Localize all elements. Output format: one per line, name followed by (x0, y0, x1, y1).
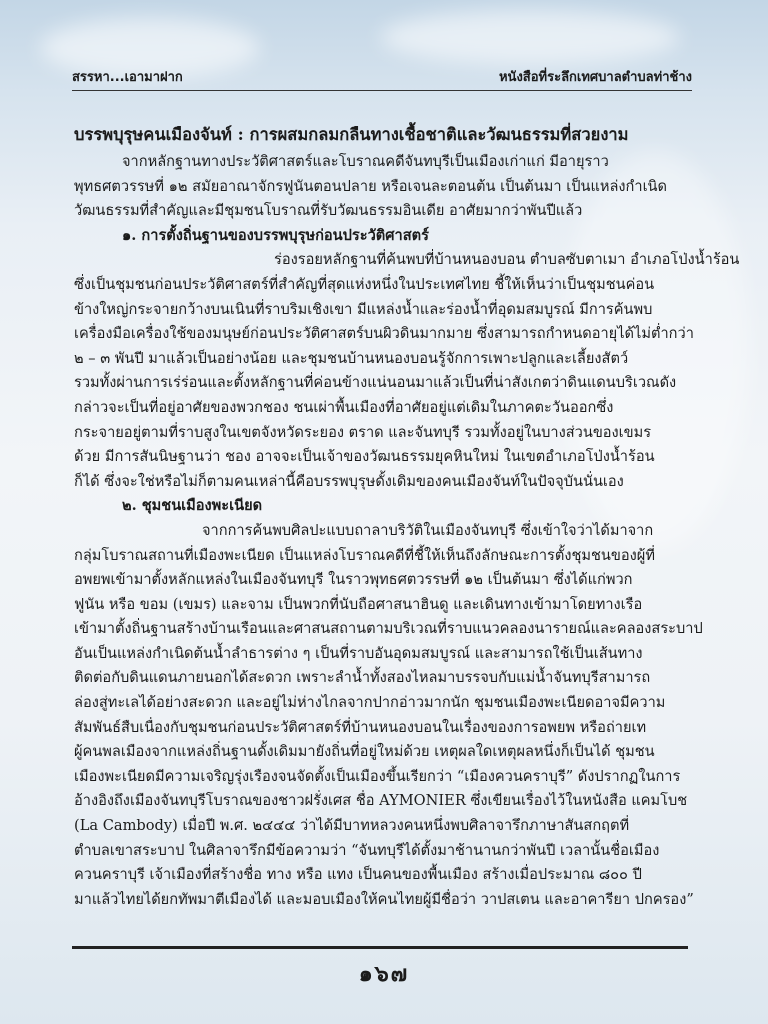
paragraph-line: ล่องสู่ทะเลได้อย่างสะดวก และอยู่ไม่ห่างไกลจากปากอ่าวมากนัก ชุมชนเมืองพะเนียดอาจมีความ (74, 694, 666, 712)
paragraph-line: เมืองพะเนียดมีความเจริญรุ่งเรืองจนจัดตั้งเป็นเมืองขึ้นเรียกว่า “เมืองควนคราบุรี” ดังปรากฏในการ (74, 767, 681, 785)
article-body (74, 150, 740, 912)
paragraph-line: เครื่องมือเครื่องใช้ของมนุษย์ก่อนประวัติศาสตร์บนผิวดินมากมาย ซึ่งสามารถกำหนดอายุได้ไม่ต่ำกว่า (74, 325, 694, 343)
paragraph-line: ร่องรอยหลักฐานที่ค้นพบที่บ้านหนองบอน ตำบลซับตาเมา อำเภอโป่งน้ำร้อน (274, 251, 740, 269)
paragraph-line: พุทธศตวรรษที่ ๑๒ สมัยอาณาจักรฟูนันตอนปลาย หรือเจนละตอนต้น เป็นต้นมา เป็นแหล่งกำเนิด (74, 177, 668, 195)
paragraph-line: เข้ามาตั้งถิ่นฐานสร้างบ้านเรือนและศาสนสถานตามบริเวณที่ราบแนวคลองนารายณ์และคลองสระบาป (74, 620, 703, 638)
page-number: ๑๖๗ (358, 961, 410, 987)
paragraph-line: ควนคราบุรี เจ้าเมืองที่สร้างชื่อ ทาง หรือ แทง เป็นคนของพื้นเมือง สร้างเมื่อประมาณ ๘๐๐ ปี (74, 866, 642, 884)
paragraph-line: ๒ – ๓ พันปี มาแล้วเป็นอย่างน้อย และชุมชนบ้านหนองบอนรู้จักการเพาะปลูกและเลี้ยงสัตว์ (74, 349, 629, 367)
paragraph-line: รวมทั้งผ่านการเร่ร่อนและตั้งหลักฐานที่ค่อนข้างแน่นอนมาแล้วเป็นที่น่าสังเกตว่าดินแดนบริเวณดัง (74, 374, 677, 392)
header-section-label: สรรหา...เอามาฝาก (72, 70, 183, 85)
paragraph-line: ฟูนัน หรือ ขอม (เขมร) และจาม เป็นพวกที่นับถือศาสนาฮินดู และเดินทางเข้ามาโดยทางเรือ (74, 595, 643, 613)
paragraph-line: อ้างอิงถึงเมืองจันทบุรีโบราณของชาวฝรั่งเศส ชื่อ AYMONIER ซึ่งเขียนเรื่องไว้ในหนังสือ แคมโบช (74, 792, 688, 810)
background-cloud (380, 10, 680, 65)
page-header (72, 62, 692, 88)
paragraph-line: จากการค้นพบศิลปะแบบถาลาบริวัติในเมืองจันทบุรี ซึ่งเข้าใจว่าได้มาจาก (202, 521, 654, 539)
paragraph-line: อันเป็นแหล่งกำเนิดต้นน้ำลำธารต่าง ๆ เป็นที่ราบอันอุดมสมบูรณ์ และสามารถใช้เป็นเส้นทาง (74, 644, 643, 662)
paragraph-line: จากหลักฐานทางประวัติศาสตร์และโบราณคดีจันทบุรีเป็นเมืองเก่าแก่ มีอายุราว (122, 153, 609, 170)
paragraph-line: ตำบลเขาสระบาป ในศิลาจารึกมีข้อความว่า “จันทบุรีได้ตั้งมาช้านานกว่าพันปี เวลานั้นชื่อเมือง (74, 841, 660, 859)
paragraph-line: กระจายอยู่ตามที่ราบสูงในเขตจังหวัดระยอง ตราด และจันทบุรี รวมทั้งอยู่ในบางส่วนของเขมร (74, 423, 652, 441)
paragraph-line: ข้างใหญ่กระจายกว้างบนเนินที่ราบริมเชิงเขา มีแหล่งน้ำและร่องน้ำที่อุดมสมบูรณ์ มีการค้นพบ (74, 300, 653, 318)
paragraph-line: มาแล้วไทยได้ยกทัพมาตีเมืองได้ และมอบเมืองให้คนไทยผู้มีชื่อว่า วาปสเตน และอาคารียา ปกครอง” (74, 890, 694, 908)
paragraph-line: ซึ่งเป็นชุมชนก่อนประวัติศาสตร์ที่สำคัญที่สุดแห่งหนึ่งในประเทศไทย ชี้ให้เห็นว่าเป็นชุมชนค่อน (74, 275, 655, 293)
section-heading: ๑. การตั้งถิ่นฐานของบรรพบุรุษก่อนประวัติศาสตร์ (122, 226, 429, 244)
paragraph-line: กลุ่มโบราณสถานที่เมืองพะเนียด เป็นแหล่งโบราณคดีที่ชี้ให้เห็นถึงลักษณะการตั้งชุมชนของผู้ที่ (74, 546, 655, 564)
paragraph-line: วัฒนธรรมที่สำคัญและมีชุมชนโบราณที่รับวัฒนธรรมอินเดีย อาศัยมากว่าพันปีแล้ว (74, 202, 583, 220)
paragraph-line: กล่าวจะเป็นที่อยู่อาศัยของพวกชอง ชนเผ่าพื้นเมืองที่อาศัยอยู่แต่เดิมในภาคตะวันออกซึ่ง (74, 398, 614, 416)
paragraph-line: ก็ได้ ซึ่งจะใช่หรือไม่ก็ตามคนเหล่านี้คือบรรพบุรุษดั้งเดิมของคนเมืองจันท์ในปัจจุบันนั่นเอง (74, 472, 624, 490)
footer-divider (72, 946, 688, 949)
paragraph-line: (La Cambody) เมื่อปี พ.ศ. ๒๔๔๔ ว่าได้มีบาทหลวงคนหนึ่งพบศิลาจารึกภาษาสันสกฤตที่ (74, 817, 630, 835)
paragraph-line: ด้วย มีการสันนิษฐานว่า ชอง อาจจะเป็นเจ้าของวัฒนธรรมยุคหินใหม่ ในเขตอำเภอโป่งน้ำร้อน (74, 448, 655, 466)
paragraph-line: อพยพเข้ามาตั้งหลักแหล่งในเมืองจันทบุรี ในราวพุทธศตวรรษที่ ๑๒ เป็นต้นมา ซึ่งได้แก่พวก (74, 571, 633, 589)
header-book-title: หนังสือที่ระลึกเทศบาลตำบลท่าช้าง (498, 70, 692, 85)
article-title: บรรพบุรุษคนเมืองจันท์ : การผสมกลมกลืนทางเชื้อชาติและวัฒนธรรมที่สวยงาม (74, 125, 629, 144)
section-heading: ๒. ชุมชนเมืองพะเนียด (122, 497, 263, 515)
paragraph-line: ผู้คนพลเมืองจากแหล่งถิ่นฐานดั้งเดิมมายังถิ่นที่อยู่ใหม่ด้วย เหตุผลใดเหตุผลหนึ่งก็เป็นได้ ชุมชน (74, 743, 655, 761)
paragraph-line: ติดต่อกับดินแดนภายนอกได้สะดวก เพราะลำน้ำทั้งสองไหลมาบรรจบกับแม่น้ำจันทบุรีสามารถ (74, 669, 651, 687)
header-divider (72, 90, 692, 91)
paragraph-line: สัมพันธ์สืบเนื่องกับชุมชนก่อนประวัติศาสตร์ที่บ้านหนองบอนในเรื่องของการอพยพ หรือถ่ายเท (74, 718, 647, 736)
